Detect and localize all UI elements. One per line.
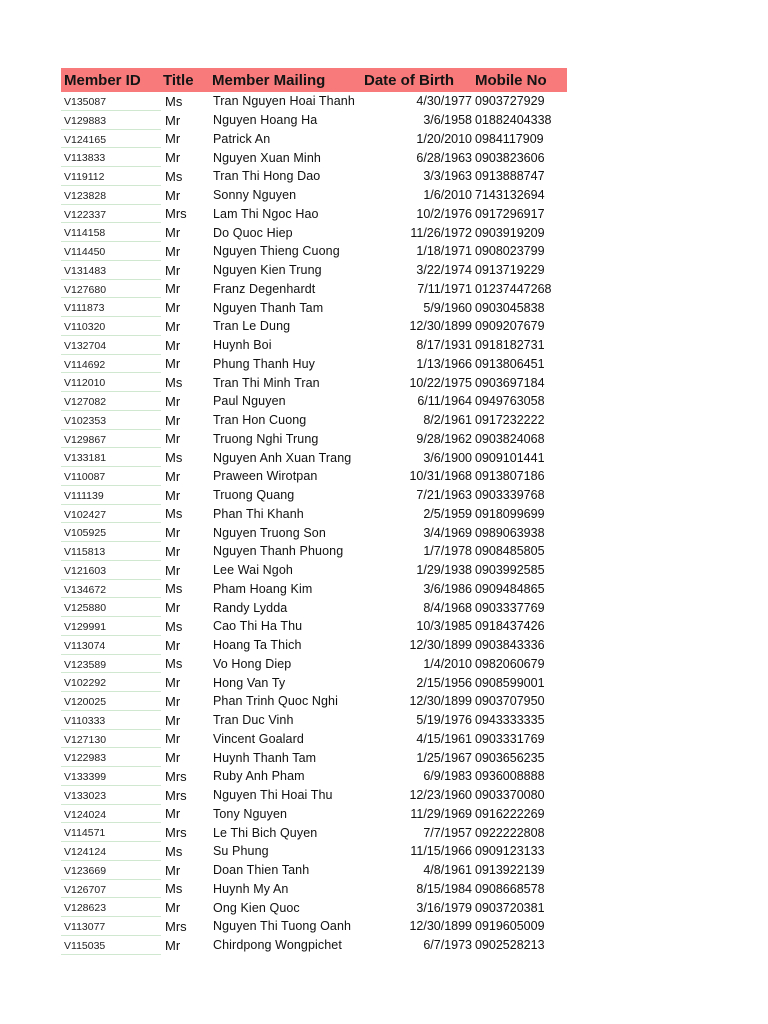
member-id-cell: V114158 (61, 223, 161, 242)
table-body (61, 92, 567, 955)
date-of-birth-cell: 9/28/1962 (416, 431, 472, 446)
member-id-cell: V129991 (61, 617, 161, 636)
title-cell: Mr (165, 900, 181, 916)
date-of-birth-cell: 3/16/1979 (416, 900, 472, 915)
member-id-cell: V113077 (61, 917, 161, 936)
date-of-birth-cell: 3/4/1969 (423, 525, 472, 540)
member-id-cell: V129867 (61, 430, 161, 449)
mobile-no-cell: 0913806451 (475, 356, 545, 371)
title-cell: Mr (165, 243, 181, 259)
mobile-no-cell: 0913807186 (475, 469, 545, 484)
member-id-cell: V114571 (61, 823, 161, 842)
date-of-birth-cell: 11/29/1969 (410, 806, 472, 821)
date-of-birth-cell: 7/11/1971 (417, 281, 472, 296)
member-id-cell: V112010 (61, 373, 161, 392)
date-of-birth-cell: 1/6/2010 (423, 188, 472, 203)
date-of-birth-cell: 1/18/1971 (416, 244, 472, 259)
table-row (61, 505, 567, 524)
date-of-birth-cell: 8/2/1961 (423, 413, 472, 428)
member-mailing-cell: Tran Nguyen Hoai Thanh (213, 94, 355, 109)
date-of-birth-cell: 4/8/1961 (423, 863, 472, 878)
date-of-birth-cell: 5/9/1960 (423, 300, 472, 315)
table-row (61, 861, 567, 880)
member-mailing-cell: Cao Thi Ha Thu (213, 619, 303, 634)
member-mailing-cell: Huynh Thanh Tam (213, 750, 317, 765)
member-id-cell: V128623 (61, 898, 161, 917)
title-cell: Ms (165, 843, 183, 859)
mobile-no-cell: 0903337769 (475, 600, 545, 615)
member-mailing-cell: Lee Wai Ngoh (213, 563, 293, 578)
mobile-no-cell: 01882404338 (475, 113, 552, 128)
member-id-cell: V113833 (61, 148, 161, 167)
table-row (61, 748, 567, 767)
member-mailing-cell: Nguyen Thi Tuong Oanh (213, 919, 352, 934)
title-cell: Mr (165, 712, 181, 728)
table-row (61, 842, 567, 861)
mobile-no-cell: 0903992585 (475, 563, 545, 578)
member-mailing-cell: Truong Quang (213, 488, 295, 503)
member-id-cell: V133023 (61, 786, 161, 805)
title-cell: Mr (165, 862, 181, 878)
date-of-birth-cell: 7/21/1963 (416, 488, 472, 503)
title-cell: Ms (165, 506, 183, 522)
title-cell: Mr (165, 525, 181, 541)
member-mailing-cell: Sonny Nguyen (213, 188, 297, 203)
title-cell: Mrs (165, 206, 187, 222)
table-row (61, 280, 567, 299)
date-of-birth-cell: 2/15/1956 (416, 675, 472, 690)
mobile-no-cell: 0903720381 (475, 900, 545, 915)
table-row (61, 373, 567, 392)
table-row (61, 430, 567, 449)
member-id-cell: V105925 (61, 523, 161, 542)
date-of-birth-cell: 3/3/1963 (423, 169, 472, 184)
member-id-cell: V110333 (61, 711, 161, 730)
date-of-birth-cell: 7/7/1957 (423, 825, 472, 840)
table-row (61, 223, 567, 242)
member-mailing-cell: Hoang Ta Thich (213, 638, 302, 653)
table-header-row (61, 68, 567, 92)
table-row (61, 336, 567, 355)
title-cell: Mr (165, 693, 181, 709)
table-row (61, 767, 567, 786)
table-row (61, 392, 567, 411)
date-of-birth-cell: 8/17/1931 (416, 338, 472, 353)
date-of-birth-cell: 3/6/1986 (423, 581, 472, 596)
member-id-cell: V134672 (61, 580, 161, 599)
mobile-no-cell: 0984117909 (475, 131, 544, 146)
mobile-no-cell: 0909484865 (475, 581, 545, 596)
member-mailing-cell: Vincent Goalard (213, 731, 304, 746)
mobile-no-cell: 0922222808 (475, 825, 545, 840)
member-id-cell: V114692 (61, 355, 161, 374)
table-row (61, 167, 567, 186)
date-of-birth-cell: 6/11/1964 (417, 394, 472, 409)
table-row (61, 92, 567, 111)
member-mailing-cell: Nguyen Kien Trung (213, 263, 322, 278)
table-row (61, 486, 567, 505)
member-mailing-cell: Do Quoc Hiep (213, 225, 293, 240)
member-id-cell: V121603 (61, 561, 161, 580)
member-mailing-cell: Truong Nghi Trung (213, 431, 319, 446)
member-id-cell: V111873 (61, 298, 161, 317)
title-cell: Mr (165, 281, 181, 297)
table-row (61, 355, 567, 374)
member-id-cell: V115813 (61, 542, 161, 561)
title-cell: Mr (165, 487, 181, 503)
mobile-no-cell: 0913922139 (475, 863, 545, 878)
date-of-birth-cell: 1/7/1978 (423, 544, 472, 559)
mobile-no-cell: 0903697184 (475, 375, 545, 390)
title-cell: Ms (165, 881, 183, 897)
mobile-no-cell: 0903656235 (475, 750, 545, 765)
member-mailing-cell: Nguyen Thanh Tam (213, 300, 324, 315)
date-of-birth-cell: 10/22/1975 (409, 375, 472, 390)
member-id-cell: V110320 (61, 317, 161, 336)
header-member-id: Member ID (64, 71, 141, 89)
table-row (61, 598, 567, 617)
title-cell: Mr (165, 750, 181, 766)
date-of-birth-cell: 12/30/1899 (409, 694, 472, 709)
table-row (61, 636, 567, 655)
mobile-no-cell: 0949763058 (475, 394, 545, 409)
mobile-no-cell: 0913719229 (475, 263, 545, 278)
title-cell: Mr (165, 412, 181, 428)
member-table (61, 68, 567, 955)
title-cell: Ms (165, 375, 183, 391)
mobile-no-cell: 0903824068 (475, 431, 545, 446)
member-mailing-cell: Nguyen Truong Son (213, 525, 326, 540)
title-cell: Mr (165, 337, 181, 353)
title-cell: Mr (165, 562, 181, 578)
table-row (61, 936, 567, 955)
title-cell: Mrs (165, 825, 187, 841)
title-cell: Ms (165, 581, 183, 597)
title-cell: Mr (165, 937, 181, 953)
date-of-birth-cell: 3/22/1974 (416, 263, 472, 278)
mobile-no-cell: 0908668578 (475, 881, 545, 896)
member-mailing-cell: Huynh Boi (213, 338, 272, 353)
date-of-birth-cell: 12/23/1960 (409, 788, 472, 803)
mobile-no-cell: 0903727929 (475, 94, 545, 109)
member-mailing-cell: Tran Thi Minh Tran (213, 375, 320, 390)
member-id-cell: V129883 (61, 111, 161, 130)
date-of-birth-cell: 6/28/1963 (416, 150, 472, 165)
header-title: Title (163, 71, 194, 89)
title-cell: Mr (165, 112, 181, 128)
date-of-birth-cell: 1/4/2010 (423, 656, 472, 671)
table-row (61, 805, 567, 824)
table-row (61, 917, 567, 936)
member-id-cell: V123669 (61, 861, 161, 880)
title-cell: Mr (165, 543, 181, 559)
mobile-no-cell: 0982060679 (475, 656, 545, 671)
table-row (61, 298, 567, 317)
title-cell: Ms (165, 93, 183, 109)
member-id-cell: V124024 (61, 805, 161, 824)
title-cell: Mr (165, 150, 181, 166)
header-member-mailing: Member Mailing (212, 71, 326, 89)
date-of-birth-cell: 1/29/1938 (416, 563, 472, 578)
member-id-cell: V122337 (61, 205, 161, 224)
mobile-no-cell: 7143132694 (475, 188, 545, 203)
mobile-no-cell: 0903339768 (475, 488, 545, 503)
title-cell: Mr (165, 356, 181, 372)
member-id-cell: V113074 (61, 636, 161, 655)
mobile-no-cell: 0903843336 (475, 638, 545, 653)
mobile-no-cell: 0903823606 (475, 150, 545, 165)
title-cell: Ms (165, 618, 183, 634)
member-mailing-cell: Ruby Anh Pham (213, 769, 305, 784)
table-row (61, 130, 567, 149)
mobile-no-cell: 0917296917 (475, 206, 545, 221)
member-id-cell: V126707 (61, 880, 161, 899)
member-id-cell: V133399 (61, 767, 161, 786)
date-of-birth-cell: 5/19/1976 (416, 713, 472, 728)
date-of-birth-cell: 1/20/2010 (416, 131, 472, 146)
member-id-cell: V102353 (61, 411, 161, 430)
table-row (61, 786, 567, 805)
date-of-birth-cell: 3/6/1900 (423, 450, 472, 465)
date-of-birth-cell: 12/30/1899 (409, 919, 472, 934)
member-mailing-cell: Hong Van Ty (213, 675, 286, 690)
date-of-birth-cell: 1/25/1967 (416, 750, 472, 765)
mobile-no-cell: 0918099699 (475, 506, 545, 521)
title-cell: Mrs (165, 787, 187, 803)
table-row (61, 411, 567, 430)
date-of-birth-cell: 4/30/1977 (416, 94, 472, 109)
member-id-cell: V122983 (61, 748, 161, 767)
mobile-no-cell: 0919605009 (475, 919, 545, 934)
mobile-no-cell: 0918437426 (475, 619, 545, 634)
member-mailing-cell: Ong Kien Quoc (213, 900, 300, 915)
member-id-cell: V127130 (61, 730, 161, 749)
member-mailing-cell: Paul Nguyen (213, 394, 286, 409)
member-id-cell: V135087 (61, 92, 161, 111)
member-mailing-cell: Nguyen Anh Xuan Trang (213, 450, 352, 465)
mobile-no-cell: 0908023799 (475, 244, 545, 259)
header-mobile-no: Mobile No (475, 71, 547, 89)
title-cell: Ms (165, 168, 183, 184)
date-of-birth-cell: 12/30/1899 (409, 319, 472, 334)
table-row (61, 823, 567, 842)
table-row (61, 467, 567, 486)
mobile-no-cell: 0903919209 (475, 225, 545, 240)
date-of-birth-cell: 4/15/1961 (416, 731, 472, 746)
title-cell: Mrs (165, 918, 187, 934)
member-mailing-cell: Tran Duc Vinh (213, 713, 294, 728)
member-mailing-cell: Nguyen Hoang Ha (213, 113, 318, 128)
member-id-cell: V102427 (61, 505, 161, 524)
member-mailing-cell: Chirdpong Wongpichet (213, 938, 342, 953)
table-row (61, 242, 567, 261)
member-id-cell: V110087 (61, 467, 161, 486)
member-mailing-cell: Nguyen Thi Hoai Thu (213, 788, 333, 803)
mobile-no-cell: 0909207679 (475, 319, 545, 334)
date-of-birth-cell: 11/15/1966 (410, 844, 472, 859)
title-cell: Mr (165, 300, 181, 316)
table-row (61, 655, 567, 674)
member-id-cell: V124124 (61, 842, 161, 861)
date-of-birth-cell: 10/2/1976 (416, 206, 472, 221)
table-row (61, 148, 567, 167)
member-id-cell: V120025 (61, 692, 161, 711)
title-cell: Mr (165, 318, 181, 334)
member-id-cell: V123589 (61, 655, 161, 674)
member-mailing-cell: Vo Hong Diep (213, 656, 292, 671)
member-mailing-cell: Phan Thi Khanh (213, 506, 304, 521)
mobile-no-cell: 0903707950 (475, 694, 545, 709)
date-of-birth-cell: 11/26/1972 (410, 225, 472, 240)
mobile-no-cell: 01237447268 (475, 281, 552, 296)
member-mailing-cell: Pham Hoang Kim (213, 581, 313, 596)
mobile-no-cell: 0913888747 (475, 169, 545, 184)
table-row (61, 448, 567, 467)
title-cell: Mr (165, 393, 181, 409)
member-mailing-cell: Huynh My An (213, 881, 289, 896)
date-of-birth-cell: 10/3/1985 (416, 619, 472, 634)
member-mailing-cell: Lam Thi Ngoc Hao (213, 206, 319, 221)
mobile-no-cell: 0917232222 (475, 413, 545, 428)
title-cell: Mrs (165, 768, 187, 784)
member-id-cell: V111139 (61, 486, 161, 505)
date-of-birth-cell: 12/30/1899 (409, 638, 472, 653)
mobile-no-cell: 0903370080 (475, 788, 545, 803)
title-cell: Mr (165, 431, 181, 447)
mobile-no-cell: 0943333335 (475, 713, 545, 728)
table-row (61, 617, 567, 636)
table-row (61, 561, 567, 580)
mobile-no-cell: 0908599001 (475, 675, 545, 690)
member-mailing-cell: Tony Nguyen (213, 806, 288, 821)
member-id-cell: V132704 (61, 336, 161, 355)
member-mailing-cell: Randy Lydda (213, 600, 288, 615)
member-id-cell: V119112 (61, 167, 161, 186)
title-cell: Mr (165, 262, 181, 278)
table-row (61, 186, 567, 205)
member-mailing-cell: Franz Degenhardt (213, 281, 316, 296)
member-id-cell: V114450 (61, 242, 161, 261)
member-mailing-cell: Le Thi Bich Quyen (213, 825, 318, 840)
table-row (61, 317, 567, 336)
member-id-cell: V127680 (61, 280, 161, 299)
mobile-no-cell: 0909123133 (475, 844, 545, 859)
table-row (61, 205, 567, 224)
mobile-no-cell: 0903331769 (475, 731, 545, 746)
table-row (61, 580, 567, 599)
member-id-cell: V123828 (61, 186, 161, 205)
table-row (61, 673, 567, 692)
member-id-cell: V124165 (61, 130, 161, 149)
mobile-no-cell: 0902528213 (475, 938, 545, 953)
date-of-birth-cell: 3/6/1958 (423, 113, 472, 128)
date-of-birth-cell: 2/5/1959 (423, 506, 472, 521)
member-id-cell: V133181 (61, 448, 161, 467)
member-mailing-cell: Nguyen Xuan Minh (213, 150, 321, 165)
member-mailing-cell: Tran Le Dung (213, 319, 291, 334)
title-cell: Mr (165, 600, 181, 616)
member-mailing-cell: Doan Thien Tanh (213, 863, 310, 878)
date-of-birth-cell: 8/4/1968 (423, 600, 472, 615)
table-row (61, 898, 567, 917)
table-row (61, 730, 567, 749)
member-id-cell: V127082 (61, 392, 161, 411)
title-cell: Mr (165, 187, 181, 203)
mobile-no-cell: 0936008888 (475, 769, 545, 784)
date-of-birth-cell: 6/7/1973 (423, 938, 472, 953)
title-cell: Mr (165, 131, 181, 147)
table-row (61, 692, 567, 711)
title-cell: Mr (165, 675, 181, 691)
title-cell: Mr (165, 806, 181, 822)
title-cell: Mr (165, 225, 181, 241)
member-mailing-cell: Phung Thanh Huy (213, 356, 316, 371)
title-cell: Mr (165, 731, 181, 747)
mobile-no-cell: 0918182731 (475, 338, 545, 353)
date-of-birth-cell: 8/15/1984 (416, 881, 472, 896)
date-of-birth-cell: 1/13/1966 (416, 356, 472, 371)
mobile-no-cell: 0916222269 (475, 806, 545, 821)
member-mailing-cell: Patrick An (213, 131, 271, 146)
table-row (61, 542, 567, 561)
header-date-of-birth: Date of Birth (364, 71, 454, 89)
table-row (61, 261, 567, 280)
member-id-cell: V131483 (61, 261, 161, 280)
date-of-birth-cell: 6/9/1983 (423, 769, 472, 784)
member-mailing-cell: Phan Trinh Quoc Nghi (213, 694, 338, 709)
title-cell: Ms (165, 450, 183, 466)
mobile-no-cell: 0989063938 (475, 525, 545, 540)
member-mailing-cell: Tran Hon Cuong (213, 413, 307, 428)
table-row (61, 880, 567, 899)
member-id-cell: V115035 (61, 936, 161, 955)
table-row (61, 523, 567, 542)
member-mailing-cell: Su Phung (213, 844, 269, 859)
table-row (61, 711, 567, 730)
table-row (61, 111, 567, 130)
title-cell: Mr (165, 637, 181, 653)
member-mailing-cell: Tran Thi Hong Dao (213, 169, 321, 184)
title-cell: Mr (165, 468, 181, 484)
member-mailing-cell: Praween Wirotpan (213, 469, 318, 484)
mobile-no-cell: 0909101441 (475, 450, 545, 465)
date-of-birth-cell: 10/31/1968 (409, 469, 472, 484)
member-mailing-cell: Nguyen Thanh Phuong (213, 544, 344, 559)
member-mailing-cell: Nguyen Thieng Cuong (213, 244, 340, 259)
member-id-cell: V102292 (61, 673, 161, 692)
member-id-cell: V125880 (61, 598, 161, 617)
title-cell: Ms (165, 656, 183, 672)
mobile-no-cell: 0903045838 (475, 300, 545, 315)
mobile-no-cell: 0908485805 (475, 544, 545, 559)
